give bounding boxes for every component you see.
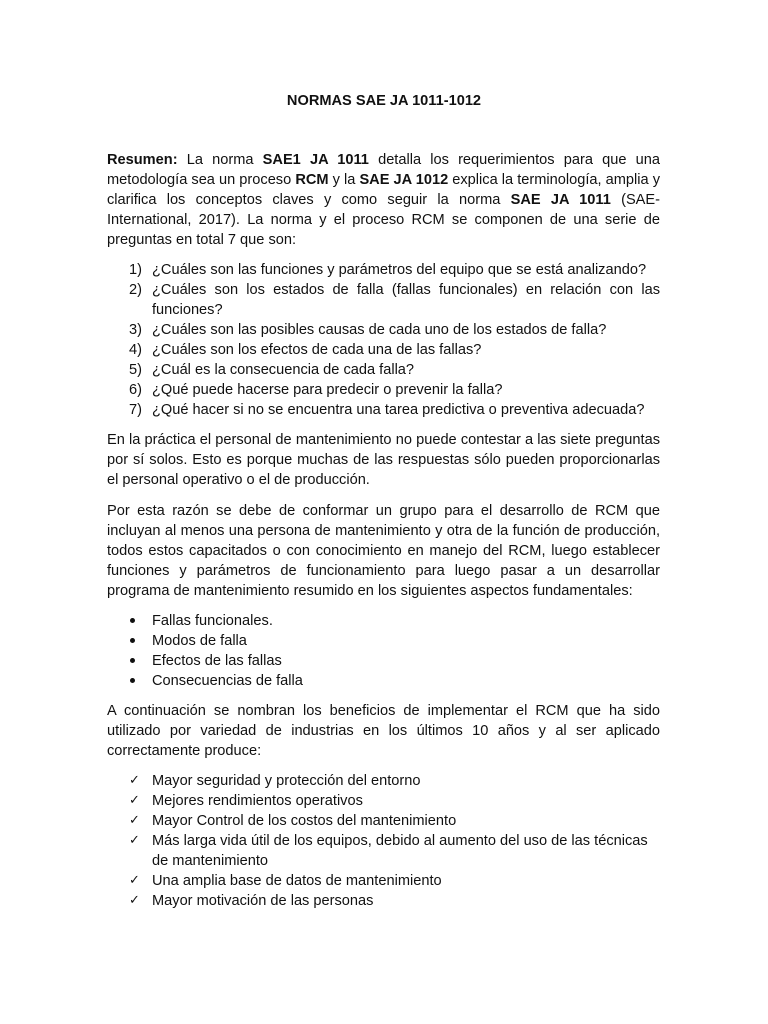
- summary-text: y la: [328, 172, 360, 188]
- aspect-text: Consecuencias de falla: [152, 673, 303, 689]
- benefit-text: Una amplia base de datos de mantenimiento: [152, 873, 442, 889]
- question-item: [107, 320, 660, 340]
- question-item: [107, 260, 660, 280]
- benefit-item: [107, 811, 660, 831]
- benefit-text: Más larga vida útil de los equipos, debido al aumento del uso de las técnicas de mantenimiento: [152, 833, 648, 869]
- aspect-item: [107, 611, 660, 631]
- question-item: [107, 360, 660, 380]
- benefits-paragraph: A continuación se nombran los beneficios de implementar el RCM que ha sido utilizado por variedad de industrias en los últimos 10 años y al ser aplicado correctamente produce:: [107, 703, 660, 759]
- aspects-list: [107, 611, 660, 691]
- benefit-item: [107, 771, 660, 791]
- question-text: ¿Qué puede hacerse para predecir o prevenir la falla?: [152, 382, 503, 398]
- question-text: ¿Cuáles son los estados de falla (fallas funcionales) en relación con las funciones?: [152, 282, 660, 318]
- question-item: [107, 400, 660, 420]
- checkmark-icon: ✓: [129, 793, 140, 808]
- checkmark-icon: ✓: [129, 773, 140, 788]
- question-item: [107, 380, 660, 400]
- question-text: ¿Cuáles son las funciones y parámetros del equipo que se está analizando?: [152, 262, 647, 278]
- question-item: [107, 340, 660, 360]
- checkmark-icon: ✓: [129, 893, 140, 908]
- benefit-text: Mayor Control de los costos del mantenimiento: [152, 813, 457, 829]
- summary-paragraph: [107, 150, 660, 250]
- bullet-icon: [130, 658, 135, 663]
- benefit-text: Mayor motivación de las personas: [152, 893, 374, 909]
- summary-bold-standard: SAE1 JA 1011: [262, 152, 369, 168]
- question-number: 3): [129, 322, 142, 338]
- question-number: 1): [129, 262, 142, 278]
- summary-label: Resumen:: [107, 152, 178, 168]
- question-number: 2): [129, 282, 142, 298]
- summary-text: (SAE-International, 2017). La norma y el proceso RCM se componen de una serie de preguntas en total 7 que son:: [107, 192, 660, 248]
- aspect-text: Fallas funcionales.: [152, 613, 273, 629]
- question-text: ¿Cuáles son los efectos de cada una de las fallas?: [152, 342, 482, 358]
- benefit-item: [107, 831, 660, 871]
- summary-text: explica la terminología, amplia y clarifica los conceptos claves y como seguir la norma: [107, 172, 660, 208]
- summary-bold-rcm: RCM: [295, 172, 329, 188]
- summary-bold-standard: SAE JA 1011: [510, 192, 611, 208]
- question-item: [107, 280, 660, 320]
- question-text: ¿Cuáles son las posibles causas de cada uno de los estados de falla?: [152, 322, 607, 338]
- checkmark-icon: ✓: [129, 813, 140, 828]
- bullet-icon: [130, 638, 135, 643]
- benefit-item: [107, 791, 660, 811]
- aspect-item: [107, 651, 660, 671]
- summary-text: detalla los requerimientos para que una metodología sea un proceso: [107, 152, 661, 188]
- benefit-text: Mejores rendimientos operativos: [152, 793, 363, 809]
- checkmark-icon: ✓: [129, 873, 140, 888]
- aspect-text: Modos de falla: [152, 633, 247, 649]
- page-title: NORMAS SAE JA 1011-1012: [286, 93, 482, 109]
- benefit-item: [107, 891, 660, 911]
- practice-paragraph: En la práctica el personal de mantenimiento no puede contestar a las siete preguntas por sí solos. Esto es porque muchas de las respuestas sólo pueden proporcionarlas el personal operativo o el de producción.: [107, 432, 660, 488]
- bullet-icon: [130, 678, 135, 683]
- question-number: 7): [129, 402, 142, 418]
- benefit-item: [107, 871, 660, 891]
- question-number: 4): [129, 342, 142, 358]
- benefit-text: Mayor seguridad y protección del entorno: [152, 773, 421, 789]
- questions-list: [107, 260, 660, 420]
- summary-bold-standard: SAE JA 1012: [359, 172, 449, 188]
- question-text: ¿Cuál es la consecuencia de cada falla?: [152, 362, 415, 378]
- reason-paragraph: Por esta razón se debe de conformar un grupo para el desarrollo de RCM que incluyan al menos una persona de mantenimiento y otra de la función de producción, todos estos capacitados o con conocimiento en manejo del RCM, luego establecer funciones y parámetros de funcionamiento para luego pasar a un desarrollar programa de mantenimiento resumido en los siguientes aspectos fundamentales:: [107, 503, 660, 599]
- aspect-text: Efectos de las fallas: [152, 653, 282, 669]
- aspect-item: [107, 671, 660, 691]
- summary-text: La norma: [177, 152, 263, 168]
- aspect-item: [107, 631, 660, 651]
- question-number: 6): [129, 382, 142, 398]
- document-body: [107, 150, 660, 911]
- bullet-icon: [130, 618, 135, 623]
- checkmark-icon: ✓: [129, 833, 140, 848]
- question-text: ¿Qué hacer si no se encuentra una tarea predictiva o preventiva adecuada?: [152, 402, 645, 418]
- benefits-list: [107, 771, 660, 911]
- question-number: 5): [129, 362, 142, 378]
